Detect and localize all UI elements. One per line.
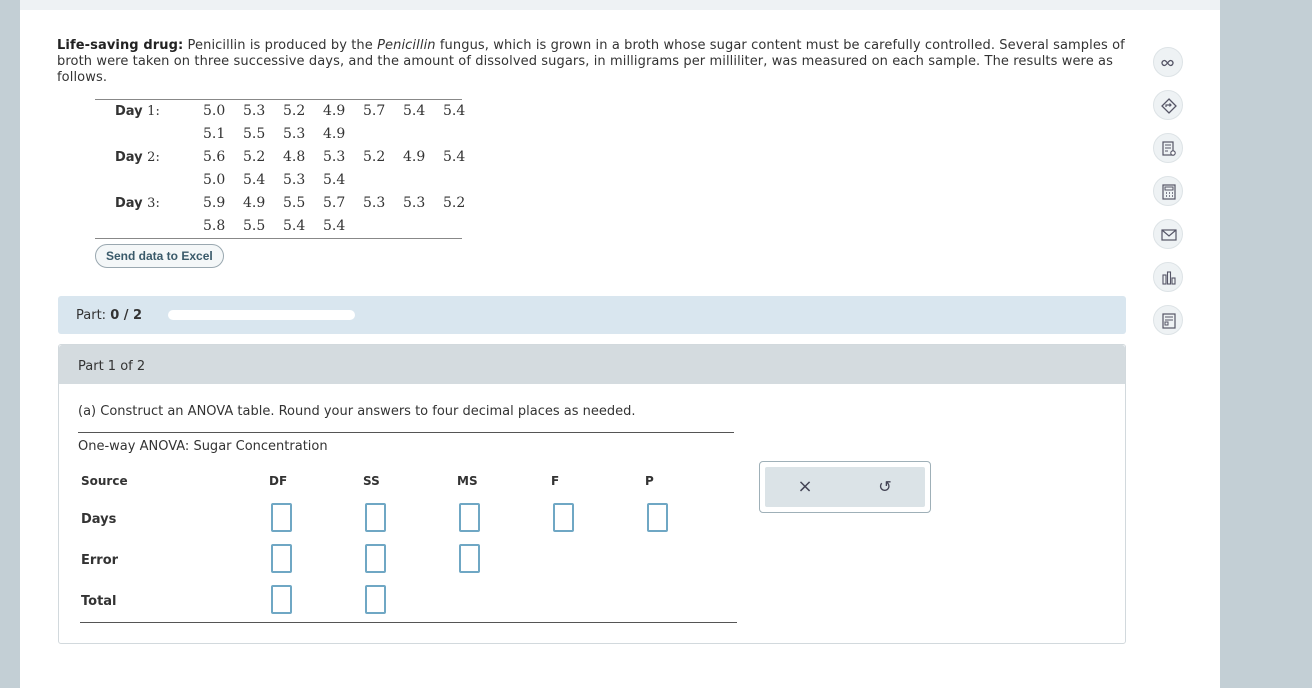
data-value: 5.3 <box>283 126 306 142</box>
day-label <box>115 104 160 119</box>
data-value: 5.4 <box>323 218 346 234</box>
part-header-label: Part 1 of 2 <box>78 359 146 374</box>
data-value: 5.0 <box>203 172 226 188</box>
data-table <box>95 99 466 239</box>
day-number: 3: <box>147 196 160 211</box>
intro-lead: Life-saving drug: <box>57 38 184 53</box>
problem-intro <box>57 38 1129 86</box>
days-df-input[interactable] <box>271 503 292 532</box>
top-bar <box>20 0 1220 10</box>
data-value: 5.4 <box>403 103 426 119</box>
intro-italic: Penicillin <box>377 38 436 53</box>
intro-text-1: Penicillin is produced by the <box>183 38 378 53</box>
chart-icon[interactable] <box>1153 262 1183 292</box>
days-f-input[interactable] <box>553 503 574 532</box>
day-label <box>115 150 160 165</box>
data-row <box>95 100 466 123</box>
data-value: 5.2 <box>363 149 386 165</box>
days-p-input[interactable] <box>647 503 668 532</box>
col-df: DF <box>269 474 288 488</box>
col-ms: MS <box>457 474 478 488</box>
error-df-input[interactable] <box>271 544 292 573</box>
data-value: 4.9 <box>403 149 426 165</box>
data-row <box>95 192 466 215</box>
data-value: 5.9 <box>203 195 226 211</box>
data-value: 5.3 <box>283 172 306 188</box>
answer-actions <box>759 461 931 513</box>
data-value: 5.4 <box>443 149 466 165</box>
part-label: Part: <box>76 308 107 323</box>
data-value: 5.8 <box>203 218 226 234</box>
data-value: 4.8 <box>283 149 306 165</box>
part-header <box>59 345 1125 384</box>
mail-icon[interactable] <box>1153 219 1183 249</box>
part-value: 0 / 2 <box>110 308 143 323</box>
data-value: 5.7 <box>363 103 386 119</box>
data-icon[interactable] <box>1153 305 1183 335</box>
data-value: 5.3 <box>243 103 266 119</box>
data-value: 5.3 <box>323 149 346 165</box>
error-ss-input[interactable] <box>365 544 386 573</box>
data-row <box>95 123 462 146</box>
question-text: (a) Construct an ANOVA table. Round your answers to four decimal places as needed. <box>78 404 636 419</box>
error-ms-input[interactable] <box>459 544 480 573</box>
data-value: 5.6 <box>203 149 226 165</box>
progress-track <box>168 310 355 320</box>
send-to-excel-button[interactable]: Send data to Excel <box>95 244 224 268</box>
day-label <box>115 196 160 211</box>
data-value: 5.1 <box>203 126 226 142</box>
data-value: 5.0 <box>203 103 226 119</box>
row-days: Days <box>81 512 117 527</box>
data-row <box>95 146 466 169</box>
data-value: 5.7 <box>323 195 346 211</box>
notes-icon[interactable] <box>1153 133 1183 163</box>
part-progress-bar <box>58 296 1126 334</box>
data-value: 5.2 <box>283 103 306 119</box>
data-value: 4.9 <box>243 195 266 211</box>
day-number: 1: <box>147 104 160 119</box>
data-row <box>95 169 462 192</box>
data-value: 5.3 <box>363 195 386 211</box>
clear-icon[interactable]: × <box>797 476 813 497</box>
day-word: Day <box>115 196 143 211</box>
anova-title: One-way ANOVA: Sugar Concentration <box>78 439 328 454</box>
data-value: 5.2 <box>443 195 466 211</box>
infinity-icon[interactable] <box>1153 47 1183 77</box>
total-ss-input[interactable] <box>365 585 386 614</box>
table-bottom-divider <box>80 622 737 623</box>
data-value: 5.4 <box>243 172 266 188</box>
data-value: 4.9 <box>323 103 346 119</box>
days-ms-input[interactable] <box>459 503 480 532</box>
part-panel <box>58 344 1126 644</box>
data-value: 5.4 <box>443 103 466 119</box>
calculator-icon[interactable] <box>1153 176 1183 206</box>
data-value: 5.4 <box>283 218 306 234</box>
day-word: Day <box>115 150 143 165</box>
day-word: Day <box>115 104 143 119</box>
question-divider <box>78 432 734 433</box>
row-error: Error <box>81 553 119 568</box>
data-value: 5.5 <box>243 218 266 234</box>
answer-actions-inner <box>765 467 925 507</box>
page <box>20 0 1220 688</box>
data-value: 5.3 <box>403 195 426 211</box>
navigate-icon[interactable] <box>1153 90 1183 120</box>
col-f: F <box>551 474 560 488</box>
data-value: 5.2 <box>243 149 266 165</box>
col-source: Source <box>81 474 128 488</box>
col-p: P <box>645 474 654 488</box>
data-value: 5.4 <box>323 172 346 188</box>
days-ss-input[interactable] <box>365 503 386 532</box>
data-value: 5.5 <box>283 195 306 211</box>
intro-text-2: fungus, which is grown in a broth whose sugar content must be carefully controlled. Several samples of broth were taken on three successive days, and the amount of dissolved sugars, in milligrams per milliliter, was measured on each sample. The results were as follows. <box>57 38 1125 85</box>
part-progress-label <box>76 308 142 323</box>
day-number: 2: <box>147 150 160 165</box>
data-value: 5.5 <box>243 126 266 142</box>
row-total: Total <box>81 594 117 609</box>
col-ss: SS <box>363 474 380 488</box>
data-row <box>95 215 462 238</box>
total-df-input[interactable] <box>271 585 292 614</box>
undo-icon[interactable]: ↺ <box>878 477 892 496</box>
data-value: 4.9 <box>323 126 346 142</box>
